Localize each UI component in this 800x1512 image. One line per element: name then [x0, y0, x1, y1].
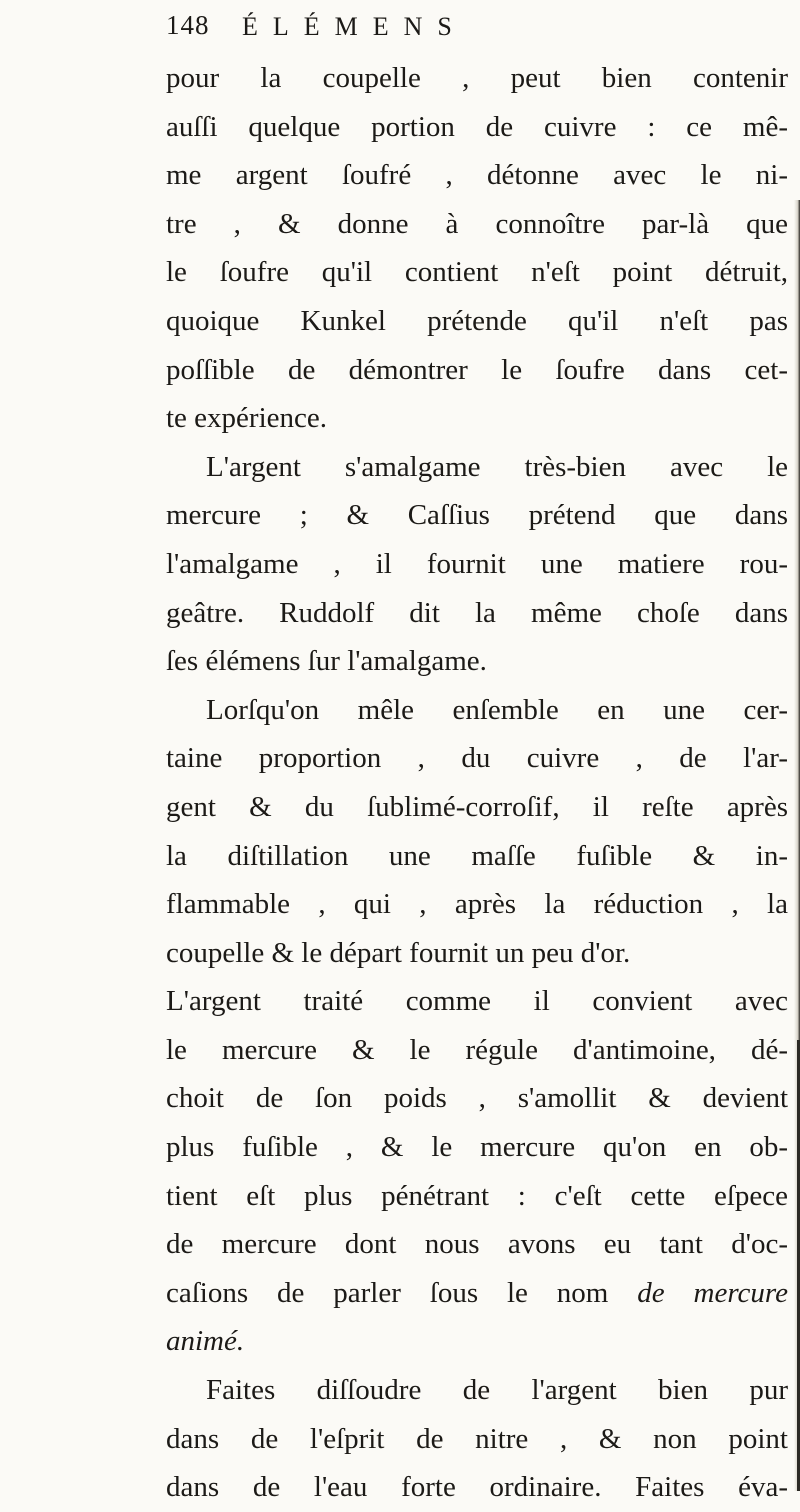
text-line: poſſible de démontrer le ſoufre dans cet- [166, 353, 788, 386]
text-segment: caſions de parler ſous le nom [166, 1276, 609, 1309]
text-line: le ſoufre qu'il contient n'eſt point détruit, [166, 256, 788, 289]
text-line: tre , & donne à connoître par-là que [166, 207, 788, 240]
text-line: de mercure dont nous avons eu tant d'oc- [166, 1228, 788, 1261]
text-line: dans de l'eſprit de nitre , & non point [166, 1422, 788, 1455]
page-number: 148 [166, 10, 210, 40]
text-line: L'argent traité comme il convient avec [166, 985, 788, 1018]
text-line: me argent ſoufré , détonne avec le ni- [166, 159, 788, 192]
italic-phrase: de mercure [637, 1276, 788, 1309]
page-header [166, 4, 636, 50]
text-line: pour la coupelle , peut bien contenir [166, 62, 788, 94]
paragraph-start-line: Lorſqu'on mêle enſemble en une cer- [206, 693, 788, 726]
italic-line: animé. [166, 1325, 245, 1358]
body-text [166, 54, 788, 1512]
text-line: flammable , qui , après la réduction , la [166, 888, 788, 921]
text-line: auſſi quelque portion de cuivre : ce mê- [166, 110, 788, 143]
text-line: dans de l'eau forte ordinaire. Faites éva- [166, 1471, 788, 1504]
running-title: ÉLÉMENS [242, 12, 467, 41]
text-line: gent & du ſublimé-corroſif, il reſte après [166, 790, 788, 823]
text-line: l'amalgame , il fournit une matiere rou- [166, 547, 788, 580]
text-line: plus fuſible , & le mercure qu'on en ob- [166, 1131, 788, 1164]
text-line: taine proportion , du cuivre , de l'ar- [166, 742, 788, 775]
text-line: te expérience. [166, 402, 328, 435]
text-line-with-italic [166, 1269, 788, 1318]
text-line: le mercure & le régule d'antimoine, dé- [166, 1033, 788, 1066]
text-line: coupelle & le départ fournit un peu d'or. [166, 936, 631, 969]
text-line: ſes élémens ſur l'amalgame. [166, 645, 487, 678]
text-line: mercure ; & Caſſius prétend que dans [166, 499, 788, 532]
text-line: tient eſt plus pénétrant : c'eſt cette eſpece [166, 1179, 788, 1212]
paragraph-start-line: Faites diſſoudre de l'argent bien pur [206, 1374, 788, 1407]
paragraph-start-line: L'argent s'amalgame très-bien avec le [206, 450, 788, 483]
text-line: quoique Kunkel prétende qu'il n'eſt pas [166, 304, 788, 337]
text-line: choit de ſon poids , s'amollit & devient [166, 1082, 788, 1115]
text-line: geâtre. Ruddolf dit la même choſe dans [166, 596, 788, 629]
text-line: la diſtillation une maſſe fuſible & in- [166, 839, 788, 872]
